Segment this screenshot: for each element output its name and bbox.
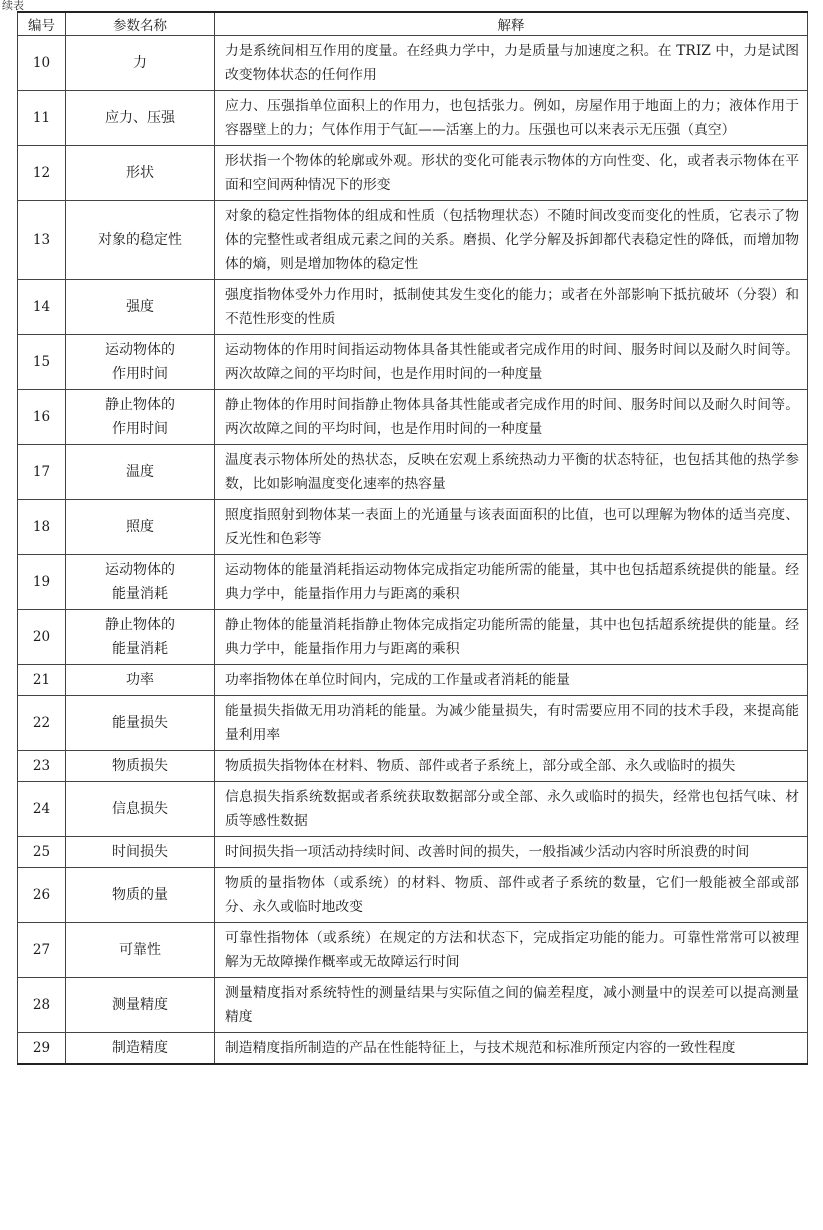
param-number: 11 [18, 91, 66, 146]
table-row [18, 1033, 808, 1065]
param-name: 物质损失 [66, 751, 215, 782]
param-name: 物质的量 [66, 868, 215, 923]
param-description: 运动物体的能量消耗指运动物体完成指定功能所需的能量，其中也包括超系统提供的能量。经典力学中，能量指作用力与距离的乘积 [215, 555, 808, 610]
param-name: 强度 [66, 280, 215, 335]
table-row [18, 555, 808, 610]
param-name: 功率 [66, 665, 215, 696]
continuation-mark: 续表 [2, 0, 24, 12]
param-number: 21 [18, 665, 66, 696]
table-row [18, 146, 808, 201]
param-name: 运动物体的 作用时间 [66, 335, 215, 390]
table-row [18, 923, 808, 978]
table-row [18, 978, 808, 1033]
param-number: 16 [18, 390, 66, 445]
param-description: 运动物体的作用时间指运动物体具备其性能或者完成作用的时间、服务时间以及耐久时间等。两次故障之间的平均时间，也是作用时间的一种度量 [215, 335, 808, 390]
parameter-table [17, 11, 808, 1065]
header-number: 编号 [18, 12, 66, 36]
param-description: 可靠性指物体（或系统）在规定的方法和状态下，完成指定功能的能力。可靠性常常可以被理解为无故障操作概率或无故障运行时间 [215, 923, 808, 978]
param-number: 25 [18, 837, 66, 868]
param-number: 10 [18, 36, 66, 91]
table-body [18, 36, 808, 1065]
param-number: 14 [18, 280, 66, 335]
param-description: 能量损失指做无用功消耗的能量。为减少能量损失，有时需要应用不同的技术手段，来提高能量利用率 [215, 696, 808, 751]
param-name: 温度 [66, 445, 215, 500]
param-name: 形状 [66, 146, 215, 201]
param-name: 照度 [66, 500, 215, 555]
param-description: 照度指照射到物体某一表面上的光通量与该表面面积的比值，也可以理解为物体的适当亮度、反光性和色彩等 [215, 500, 808, 555]
param-number: 24 [18, 782, 66, 837]
header-explanation: 解释 [215, 12, 808, 36]
param-description: 静止物体的能量消耗指静止物体完成指定功能所需的能量，其中也包括超系统提供的能量。经典力学中，能量指作用力与距离的乘积 [215, 610, 808, 665]
param-name: 测量精度 [66, 978, 215, 1033]
header-param-name: 参数名称 [66, 12, 215, 36]
table-row [18, 696, 808, 751]
param-description: 强度指物体受外力作用时，抵制使其发生变化的能力；或者在外部影响下抵抗破坏（分裂）和不范性形变的性质 [215, 280, 808, 335]
table-row [18, 751, 808, 782]
param-number: 15 [18, 335, 66, 390]
param-description: 对象的稳定性指物体的组成和性质（包括物理状态）不随时间改变而变化的性质，它表示了物体的完整性或者组成元素之间的关系。磨损、化学分解及拆卸都代表稳定性的降低，而增加物体的熵，则是增加物体的稳定性 [215, 201, 808, 280]
param-number: 18 [18, 500, 66, 555]
table-header-row [18, 12, 808, 36]
param-name: 静止物体的 能量消耗 [66, 610, 215, 665]
table-row [18, 390, 808, 445]
param-description: 力是系统间相互作用的度量。在经典力学中，力是质量与加速度之积。在 TRIZ 中，力是试图改变物体状态的任何作用 [215, 36, 808, 91]
param-number: 17 [18, 445, 66, 500]
param-name: 静止物体的 作用时间 [66, 390, 215, 445]
param-number: 19 [18, 555, 66, 610]
param-name: 可靠性 [66, 923, 215, 978]
table-row [18, 201, 808, 280]
param-number: 28 [18, 978, 66, 1033]
param-number: 20 [18, 610, 66, 665]
param-name: 应力、压强 [66, 91, 215, 146]
table-row [18, 868, 808, 923]
param-name: 能量损失 [66, 696, 215, 751]
param-description: 时间损失指一项活动持续时间、改善时间的损失，一般指减少活动内容时所浪费的时间 [215, 837, 808, 868]
param-number: 29 [18, 1033, 66, 1065]
table-row [18, 445, 808, 500]
param-description: 信息损失指系统数据或者系统获取数据部分或全部、永久或临时的损失，经常也包括气味、材质等感性数据 [215, 782, 808, 837]
param-description: 温度表示物体所处的热状态，反映在宏观上系统热动力平衡的状态特征，也包括其他的热学参数，比如影响温度变化速率的热容量 [215, 445, 808, 500]
param-description: 功率指物体在单位时间内，完成的工作量或者消耗的能量 [215, 665, 808, 696]
param-number: 26 [18, 868, 66, 923]
param-name: 运动物体的 能量消耗 [66, 555, 215, 610]
param-number: 22 [18, 696, 66, 751]
table-row [18, 610, 808, 665]
param-description: 测量精度指对系统特性的测量结果与实际值之间的偏差程度，减小测量中的误差可以提高测量精度 [215, 978, 808, 1033]
param-description: 制造精度指所制造的产品在性能特征上，与技术规范和标准所预定内容的一致性程度 [215, 1033, 808, 1065]
param-description: 物质损失指物体在材料、物质、部件或者子系统上，部分或全部、永久或临时的损失 [215, 751, 808, 782]
param-name: 信息损失 [66, 782, 215, 837]
param-description: 物质的量指物体（或系统）的材料、物质、部件或者子系统的数量，它们一般能被全部或部分、永久或临时地改变 [215, 868, 808, 923]
table-row [18, 782, 808, 837]
param-description: 应力、压强指单位面积上的作用力，也包括张力。例如，房屋作用于地面上的力；液体作用于容器壁上的力；气体作用于气缸——活塞上的力。压强也可以来表示无压强（真空） [215, 91, 808, 146]
table-row [18, 500, 808, 555]
param-number: 23 [18, 751, 66, 782]
param-number: 27 [18, 923, 66, 978]
table-row [18, 335, 808, 390]
param-description: 形状指一个物体的轮廓或外观。形状的变化可能表示物体的方向性变、化，或者表示物体在平面和空间两种情况下的形变 [215, 146, 808, 201]
table-row [18, 91, 808, 146]
param-description: 静止物体的作用时间指静止物体具备其性能或者完成作用的时间、服务时间以及耐久时间等。两次故障之间的平均时间，也是作用时间的一种度量 [215, 390, 808, 445]
param-name: 制造精度 [66, 1033, 215, 1065]
param-name: 力 [66, 36, 215, 91]
table-row [18, 36, 808, 91]
param-number: 13 [18, 201, 66, 280]
table-row [18, 837, 808, 868]
table-row [18, 280, 808, 335]
param-name: 对象的稳定性 [66, 201, 215, 280]
param-number: 12 [18, 146, 66, 201]
param-name: 时间损失 [66, 837, 215, 868]
table-row [18, 665, 808, 696]
